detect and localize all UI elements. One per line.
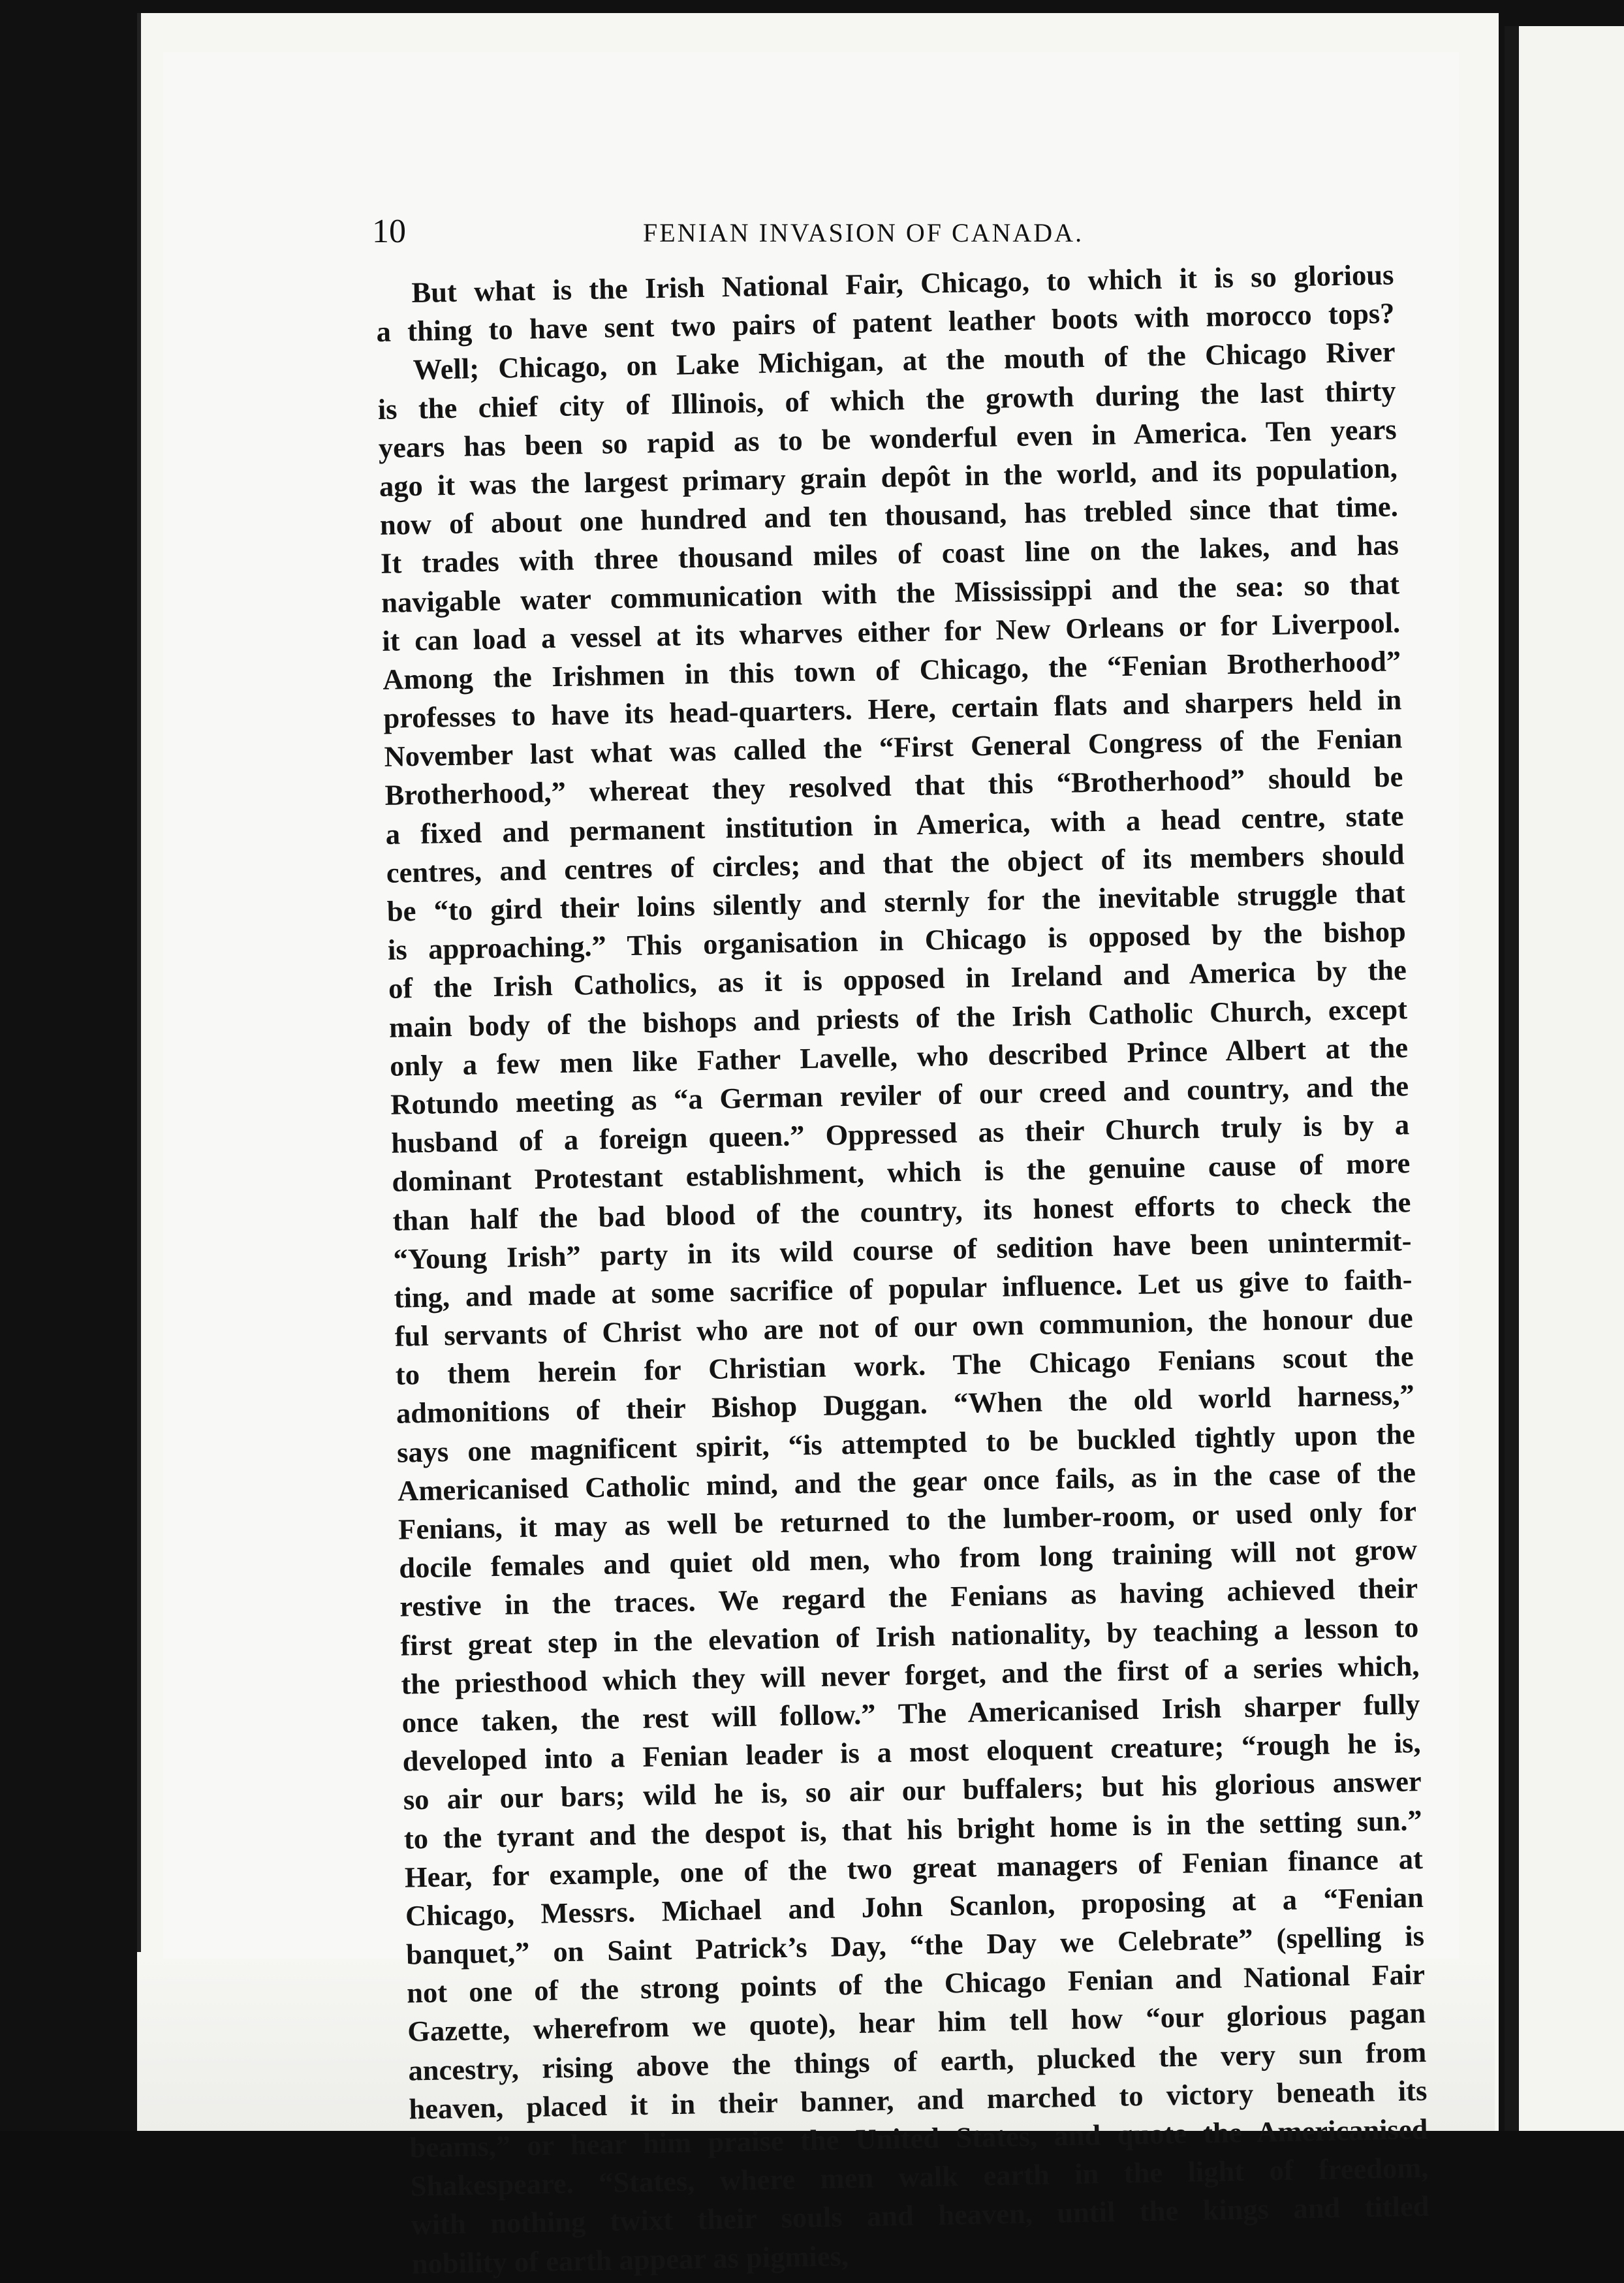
text-line: Among the Irishmen in this town of Chicago, the “Fenian Brotherhood”: [382, 644, 1401, 696]
text-line: beams,” or hear him praise the United States, and quote the Americanised: [409, 2112, 1428, 2164]
text-line: restive in the traces. We regard the Fenians as having achieved their: [399, 1571, 1418, 1624]
text-line: professes to have its head-quarters. Here, certain flats and sharpers held in: [383, 683, 1402, 734]
text-line: so air our bars; wild he is, so air our buffalers; but his glorious answer: [403, 1765, 1422, 1816]
text-line: now of about one hundred and ten thousand, has trebled since that time.: [379, 490, 1399, 542]
text-line: Well; Chicago, on Lake Michigan, at the mouth of the Chicago River: [413, 335, 1396, 386]
text-line: to the tyrant and the despot is, that his bright home is in the setting sun.”: [403, 1803, 1423, 1855]
running-title: FENIAN INVASION OF CANADA.: [643, 218, 1084, 247]
page-number: 10: [372, 213, 406, 250]
text-line: ting, and made at some sacrifice of popular influence. Let us give to faith-: [394, 1263, 1413, 1314]
text-line: But what is the Irish National Fair, Chicago, to which it is so glorious: [411, 258, 1394, 309]
text-line: Hear, for example, one of the two great managers of Fenian finance at: [404, 1842, 1424, 1894]
text-line: heaven, placed it in their banner, and marched to victory beneath its: [409, 2073, 1428, 2126]
text-line: nobility of earth appear as pigmies,: [411, 2239, 849, 2280]
text-line: it can load a vessel at its wharves either for New Orleans or for Liverpool.: [381, 606, 1401, 657]
text-line: Shakespeare. “States, where men walk earth in the light of freedom,: [410, 2151, 1429, 2203]
text-line: first great step in the elevation of Irish nationality, by teaching a lesson to: [400, 1610, 1419, 1662]
text-line: ful servants of Christ who are not of our own communion, the honour due: [394, 1301, 1414, 1353]
text-line: dominant Protestant establishment, which is the genuine cause of more: [392, 1146, 1411, 1199]
text-line: It trades with three thousand miles of coast line on the lakes, and has: [380, 528, 1399, 580]
text-line: ago it was the largest primary grain depôt in the world, and its population,: [379, 451, 1398, 503]
text-line: with nothing twixt their souls and heaven, until the kings and titled: [411, 2190, 1429, 2241]
text-line: Chicago, Messrs. Michael and John Scanlon, proposing at a “Fenian: [405, 1880, 1424, 1932]
text-line: Brotherhood,” whereat they resolved that this “Brotherhood” should be: [384, 760, 1403, 812]
text-line: be “to gird their loins silently and sternly for the inevitable struggle that: [386, 876, 1406, 928]
text-line: a thing to have sent two pairs of patent leather boots with morocco tops?: [376, 296, 1395, 349]
text-line: to them herein for Christian work. The Chicago Fenians scout the: [395, 1340, 1414, 1391]
text-line: Gazette, wherefrom we quote), hear him tell how “our glorious pagan: [407, 1996, 1426, 2048]
text-line: developed into a Fenian leader is a most eloquent creature; “rough he is,: [402, 1726, 1421, 1778]
body-text: [375, 255, 1430, 2283]
text-line: a fixed and permanent institution in America, with a head centre, state: [385, 798, 1404, 851]
text-line: banquet,” on Saint Patrick’s Day, “the Day we Celebrate” (spelling is: [405, 1919, 1425, 1971]
text-line: is the chief city of Illinois, of which the growth during the last thirty: [377, 373, 1396, 426]
adjacent-page-edge: [1505, 26, 1624, 2131]
text-line: Rotundo meeting as “a German reviler of our creed and country, and the: [390, 1069, 1409, 1121]
text-line: Americanised Catholic mind, and the gear once fails, as in the case of the: [397, 1455, 1416, 1507]
text-line: main body of the bishops and priests of the Irish Catholic Church, except: [388, 992, 1408, 1044]
text-line: years has been so rapid as to be wonderful even in America. Ten years: [378, 413, 1398, 464]
text-line: is approaching.” This organisation in Chicago is opposed by the bishop: [387, 915, 1407, 967]
text-line: centres, and centres of circles; and that the object of its members should: [386, 838, 1405, 889]
text-line: the priesthood which they will never forget, and the first of a series which,: [401, 1648, 1420, 1701]
text-line: November last what was called the “First General Congress of the Fenian: [384, 721, 1403, 774]
text-line: of the Irish Catholics, as it is opposed in Ireland and America by the: [388, 953, 1407, 1005]
text-line: says one magnificent spirit, “is attempted to be buckled tightly upon the: [396, 1417, 1416, 1469]
text-line: Fenians, it may as well be returned to the lumber-room, or used only for: [398, 1494, 1417, 1546]
text-line: than half the bad blood of the country, its honest efforts to check the: [392, 1185, 1411, 1237]
text-line: only a few men like Father Lavelle, who described Prince Albert at the: [389, 1030, 1409, 1082]
text-line: admonitions of their Bishop Duggan. “When the old world harness,”: [396, 1378, 1415, 1430]
text-line: husband of a foreign queen.” Oppressed as their Church truly is by a: [390, 1108, 1410, 1159]
text-line: docile females and quiet old men, who from long training will not grow: [398, 1533, 1418, 1584]
text-line: once taken, the rest will follow.” The Americanised Irish sharper fully: [401, 1687, 1420, 1739]
text-line: not one of the strong points of the Chicago Fenian and National Fair: [406, 1958, 1426, 2009]
text-line: “Young Irish” party in its wild course of sedition have been unintermit-: [393, 1223, 1412, 1276]
text-line: navigable water communication with the Mississippi and the sea: so that: [381, 567, 1400, 619]
text-line: ancestry, rising above the things of earth, plucked the very sun from: [407, 2035, 1427, 2087]
